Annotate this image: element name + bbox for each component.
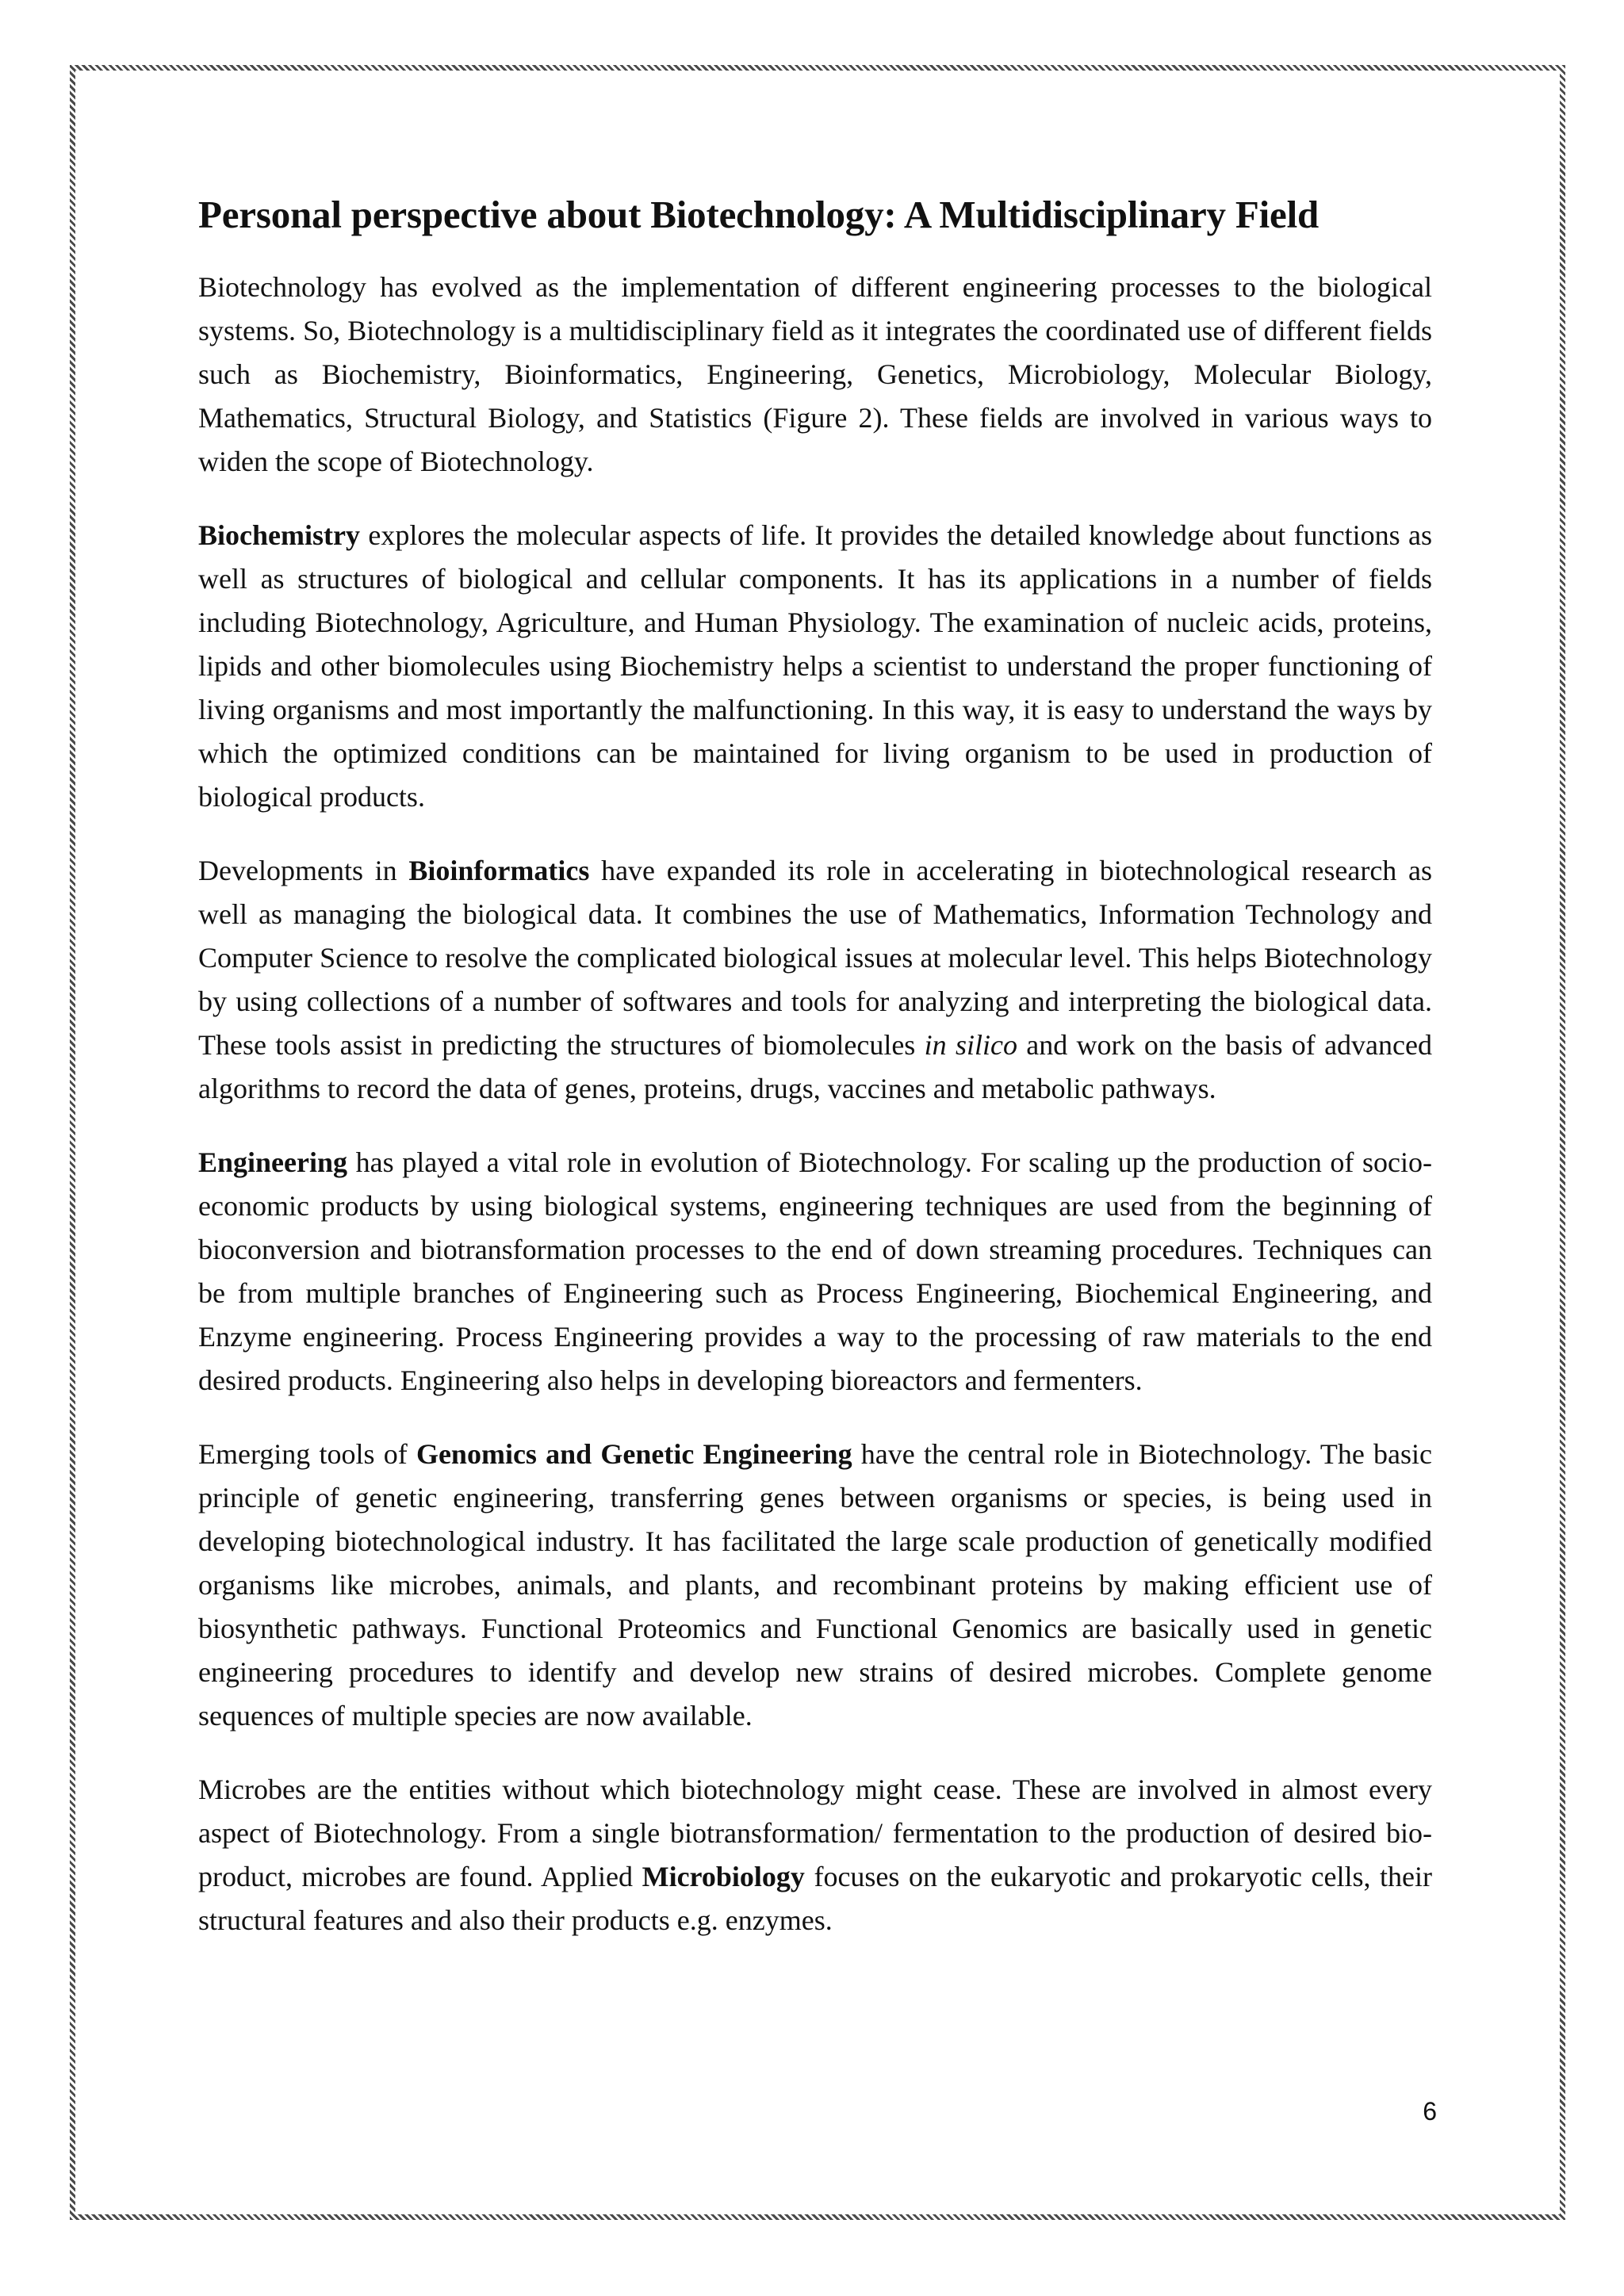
paragraph-microbiology-lead: Microbes are the entities without which biotechnology might cease. These are involved in almost every aspect of Biotechnology. From a single biotransformation/ fermentation to the production of desired bio-product, microbes are found. Applied — [198, 1774, 1432, 1893]
paragraph-microbiology — [198, 1768, 1432, 1942]
paragraph-bioinformatics-lead: Developments in — [198, 855, 409, 887]
paragraph-microbiology-text: focuses on the eukaryotic and prokaryotic cells, their structural features and also their products e.g. enzymes. — [198, 1861, 1433, 1937]
term-bioinformatics: Bioinformatics — [408, 855, 590, 887]
paragraph-biochemistry-text: explores the molecular aspects of life. It provides the detailed knowledge about functions as well as structures of biological and cellular components. It has its applications in a number of fields including Biotechnology, Agriculture, and Human Physiology. The examination of nucleic acids, proteins, lipids and other biomolecules using Biochemistry helps a scientist to understand the proper functioning of living organisms and most importantly the malfunctioning. In this way, it is easy to understand the ways by which the optimized conditions can be maintained for living organism to be used in production of biological products. — [198, 519, 1432, 813]
paragraph-bioinformatics — [198, 849, 1432, 1111]
term-engineering: Engineering — [198, 1146, 348, 1179]
paragraph-engineering — [198, 1141, 1432, 1402]
paragraph-intro — [198, 266, 1432, 484]
paragraph-genomics — [198, 1433, 1432, 1738]
paragraph-engineering-text: has played a vital role in evolution of Biotechnology. For scaling up the production of socio- economic products by using biological systems, engineering techniques are used from the beginning of bioconversion and biotransformation processes to the end of down streaming procedures. Techniques can be from multiple branches of Engineering such as Process Engineering, Biochemical Engineering, and Enzyme engineering. Process Engineering provides a way to the processing of raw materials to the end desired products. Engineering also helps in developing bioreactors and fermenters. — [198, 1146, 1432, 1397]
paragraph-genomics-text: have the central role in Biotechnology. The basic principle of genetic engineering, transferring genes between organisms or species, is being used in developing biotechnological industry. It has facilitated the large scale production of genetically modified organisms like microbes, animals, and plants, and recombinant proteins by making efficient use of biosynthetic pathways. Functional Proteomics and Functional Genomics are basically used in genetic engineering procedures to identify and develop new strains of desired microbes. Complete genome sequences of multiple species are now available. — [198, 1438, 1433, 1732]
term-microbiology: Microbiology — [642, 1861, 805, 1893]
page-title: Personal perspective about Biotechnology: A Multidisciplinary Field — [198, 193, 1320, 236]
paragraph-genomics-lead: Emerging tools of — [198, 1438, 416, 1471]
paragraph-bioinformatics-tail: and work on the basis of advanced algorithms to record the data of genes, proteins, drugs, vaccines and metabolic pathways. — [198, 1029, 1432, 1105]
page-number: 6 — [1423, 2097, 1437, 2126]
term-genomics: Genomics and Genetic Engineering — [416, 1438, 852, 1471]
paragraph-biochemistry — [198, 514, 1432, 819]
paragraph-bioinformatics-text: have expanded its role in accelerating in biotechnological research as well as managing the biological data. It combines the use of Mathematics, Information Technology and Computer Science to resolve the complicated biological issues at molecular level. This helps Biotechnology by using collections of a number of softwares and tools for analyzing and interpreting the biological data. These tools assist in predicting the structures of biomolecules — [198, 855, 1432, 1062]
document-body — [198, 190, 1432, 1973]
term-in-silico: in silico — [924, 1029, 1017, 1062]
paragraph-intro-text: Biotechnology has evolved as the implementation of different engineering processes to the biological systems. So, Biotechnology is a multidisciplinary field as it integrates the coordinated use of different fields such as Biochemistry, Bioinformatics, Engineering, Genetics, Microbiology, Molecular Biology, Mathematics, Structural Biology, and Statistics (Figure 2). These fields are involved in various ways to widen the scope of Biotechnology. — [198, 271, 1432, 478]
term-biochemistry: Biochemistry — [198, 519, 360, 552]
